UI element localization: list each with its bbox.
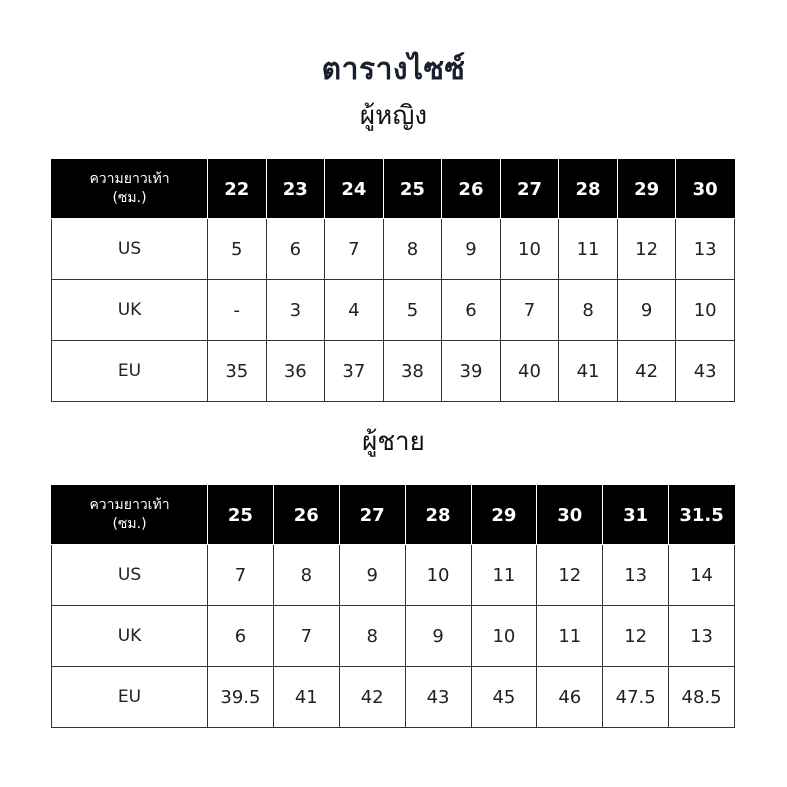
table-cell: 41 — [273, 667, 339, 728]
men-foot-length-header — [52, 486, 208, 545]
women-size-header: 22 — [208, 160, 267, 219]
men-size-header: 31.5 — [669, 486, 735, 545]
table-cell: 9 — [617, 280, 676, 341]
table-cell: 12 — [617, 219, 676, 280]
women-size-header: 28 — [559, 160, 618, 219]
table-cell: 7 — [273, 606, 339, 667]
table-cell: 9 — [405, 606, 471, 667]
women-row-label: US — [52, 219, 208, 280]
table-cell: 37 — [325, 341, 384, 402]
table-cell: 38 — [383, 341, 442, 402]
table-cell: 46 — [537, 667, 603, 728]
table-cell: 13 — [603, 545, 669, 606]
table-cell: 12 — [537, 545, 603, 606]
women-size-header: 29 — [617, 160, 676, 219]
women-size-header: 23 — [266, 160, 325, 219]
table-cell: 39.5 — [208, 667, 274, 728]
table-cell: 10 — [405, 545, 471, 606]
men-size-table — [51, 485, 735, 728]
men-row-eu — [52, 667, 735, 728]
table-cell: 45 — [471, 667, 537, 728]
women-size-header: 24 — [325, 160, 384, 219]
table-cell: 10 — [676, 280, 735, 341]
women-row-us — [52, 219, 735, 280]
women-row-uk — [52, 280, 735, 341]
table-cell: 10 — [471, 606, 537, 667]
table-cell: 13 — [669, 606, 735, 667]
women-size-header: 27 — [500, 160, 559, 219]
women-foot-length-header — [52, 160, 208, 219]
men-size-header: 26 — [273, 486, 339, 545]
table-cell: 5 — [383, 280, 442, 341]
women-size-header: 30 — [676, 160, 735, 219]
table-cell: 8 — [273, 545, 339, 606]
table-cell: 11 — [471, 545, 537, 606]
men-row-label: EU — [52, 667, 208, 728]
women-row-eu — [52, 341, 735, 402]
men-heading: ผู้ชาย — [362, 427, 425, 457]
table-cell: 14 — [669, 545, 735, 606]
women-size-header: 25 — [383, 160, 442, 219]
table-cell: 8 — [339, 606, 405, 667]
table-cell: 39 — [442, 341, 501, 402]
men-row-label: US — [52, 545, 208, 606]
men-size-header: 28 — [405, 486, 471, 545]
table-cell: 4 — [325, 280, 384, 341]
table-cell: 8 — [559, 280, 618, 341]
table-cell: 9 — [339, 545, 405, 606]
table-cell: 47.5 — [603, 667, 669, 728]
women-row-label: UK — [52, 280, 208, 341]
table-cell: 43 — [676, 341, 735, 402]
men-size-header: 30 — [537, 486, 603, 545]
men-size-header: 25 — [208, 486, 274, 545]
table-cell: 3 — [266, 280, 325, 341]
page-title: ตารางไซซ์ — [321, 52, 466, 87]
table-cell: - — [208, 280, 267, 341]
table-cell: 10 — [500, 219, 559, 280]
men-row-uk — [52, 606, 735, 667]
table-cell: 43 — [405, 667, 471, 728]
table-cell: 12 — [603, 606, 669, 667]
women-size-table — [51, 159, 735, 402]
table-cell: 9 — [442, 219, 501, 280]
table-cell: 40 — [500, 341, 559, 402]
table-cell: 41 — [559, 341, 618, 402]
men-header-row — [52, 486, 735, 545]
table-cell: 7 — [500, 280, 559, 341]
table-cell: 6 — [266, 219, 325, 280]
table-cell: 6 — [208, 606, 274, 667]
men-foot-length-unit: (ซม.) — [112, 516, 147, 532]
men-size-header: 31 — [603, 486, 669, 545]
table-cell: 5 — [208, 219, 267, 280]
table-cell: 35 — [208, 341, 267, 402]
table-cell: 42 — [339, 667, 405, 728]
table-cell: 11 — [559, 219, 618, 280]
table-cell: 36 — [266, 341, 325, 402]
table-cell: 48.5 — [669, 667, 735, 728]
men-size-header: 29 — [471, 486, 537, 545]
women-foot-length-label: ความยาวเท้า — [89, 171, 170, 187]
table-cell: 11 — [537, 606, 603, 667]
table-cell: 8 — [383, 219, 442, 280]
men-row-us — [52, 545, 735, 606]
table-cell: 13 — [676, 219, 735, 280]
table-cell: 6 — [442, 280, 501, 341]
men-size-header: 27 — [339, 486, 405, 545]
women-heading: ผู้หญิง — [359, 101, 428, 131]
men-foot-length-label: ความยาวเท้า — [89, 497, 170, 513]
table-cell: 42 — [617, 341, 676, 402]
table-cell: 7 — [208, 545, 274, 606]
table-cell: 7 — [325, 219, 384, 280]
women-row-label: EU — [52, 341, 208, 402]
women-size-header: 26 — [442, 160, 501, 219]
women-header-row — [52, 160, 735, 219]
women-foot-length-unit: (ซม.) — [112, 190, 147, 206]
men-row-label: UK — [52, 606, 208, 667]
